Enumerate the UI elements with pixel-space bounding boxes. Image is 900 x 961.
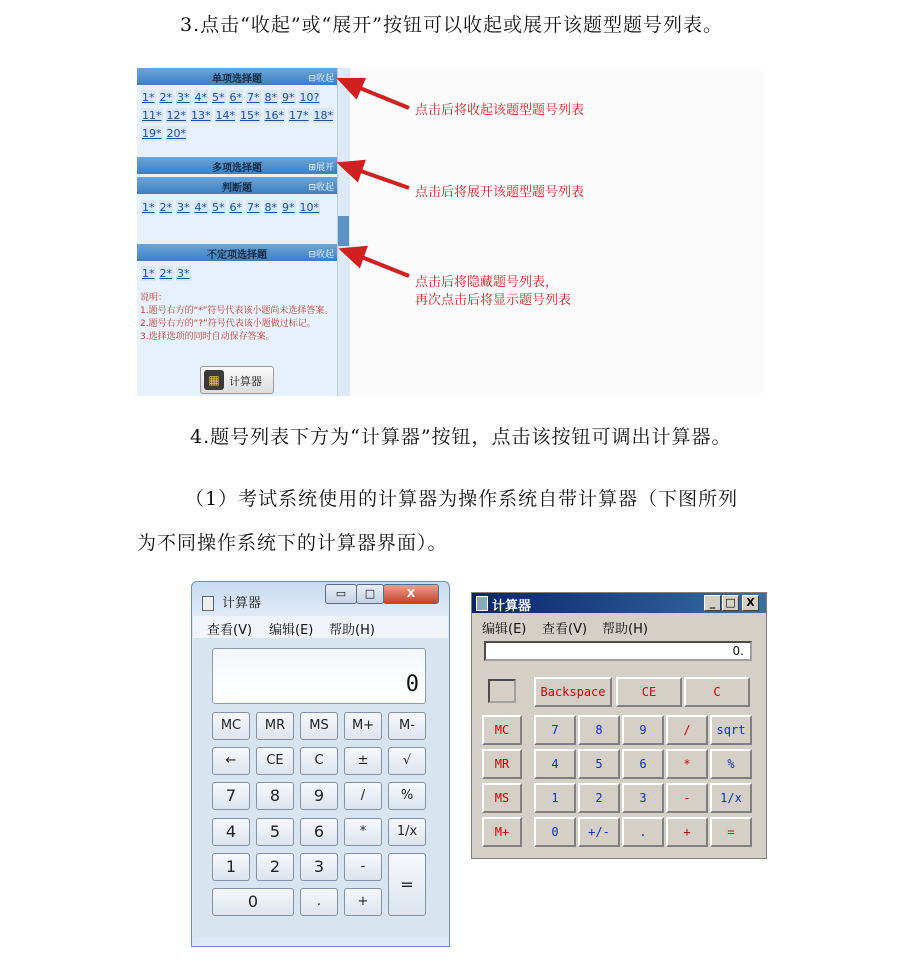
key-←[interactable]: ← xyxy=(212,747,250,775)
key--[interactable]: - xyxy=(666,783,708,813)
window-title-text: 计算器 xyxy=(222,596,262,611)
key-3[interactable]: 3 xyxy=(622,783,664,813)
key-√[interactable]: √ xyxy=(388,747,426,775)
section-title: 多项选择题 xyxy=(212,163,262,174)
expand-toggle[interactable]: ⊞展开 xyxy=(308,163,334,173)
key-7[interactable]: 7 xyxy=(212,782,250,810)
question-number-link[interactable]: 1* xyxy=(142,91,155,104)
key-C[interactable]: C xyxy=(684,677,750,707)
question-number-link[interactable]: 3* xyxy=(177,267,190,280)
key-+[interactable]: + xyxy=(666,817,708,847)
menu-view[interactable]: 查看(V) xyxy=(207,623,253,638)
annotation-hide-line2: 再次点击后将显示题号列表 xyxy=(415,293,572,308)
calculator-app-icon xyxy=(476,596,488,611)
menu-edit[interactable]: 编辑(E) xyxy=(482,622,527,637)
key-M-[interactable]: M- xyxy=(388,712,426,740)
minimize-button[interactable]: _ xyxy=(704,595,721,611)
collapse-toggle[interactable]: ⊟收起 xyxy=(308,250,334,260)
maximize-button[interactable]: □ xyxy=(356,584,384,604)
calculator-app-icon xyxy=(202,596,214,611)
question-number-link[interactable]: 4* xyxy=(194,201,207,214)
paragraph-step-3: 3.点击“收起”或“展开”按钮可以收起或展开该题型题号列表。 xyxy=(180,14,723,36)
key-+/-[interactable]: +/- xyxy=(578,817,620,847)
key-6[interactable]: 6 xyxy=(622,749,664,779)
key-1[interactable]: 1 xyxy=(212,853,250,881)
key-9[interactable]: 9 xyxy=(622,715,664,745)
key-%[interactable]: % xyxy=(710,749,752,779)
note-line: 说明： xyxy=(140,293,168,303)
display xyxy=(212,648,426,704)
key-5[interactable]: 5 xyxy=(256,818,294,846)
calculator-button-label: 计算器 xyxy=(229,375,262,388)
memory-indicator xyxy=(488,679,516,703)
key-MS[interactable]: MS xyxy=(300,712,338,740)
paragraph-step-4: 4.题号列表下方为“计算器”按钮，点击该按钮可调出计算器。 xyxy=(190,426,732,448)
note-line: 1.题号右方的“*”符号代表该小题尚未选择答案。 xyxy=(140,306,334,316)
menu-help[interactable]: 帮助(H) xyxy=(602,622,648,637)
menu-bar xyxy=(193,616,448,638)
key-MC[interactable]: MC xyxy=(212,712,250,740)
question-number-link[interactable]: 13* xyxy=(191,109,211,122)
question-number-link[interactable]: 6* xyxy=(229,91,242,104)
key-sqrt[interactable]: sqrt xyxy=(710,715,752,745)
key-8[interactable]: 8 xyxy=(256,782,294,810)
display-value: 0 xyxy=(405,672,419,697)
key-1/x[interactable]: 1/x xyxy=(388,818,426,846)
display-value: 0. xyxy=(732,644,744,658)
win7-calculator-window xyxy=(191,581,450,947)
key-MS[interactable]: MS xyxy=(482,783,522,813)
key-M+[interactable]: M+ xyxy=(344,712,382,740)
close-button[interactable]: X xyxy=(742,595,759,611)
key-2[interactable]: 2 xyxy=(256,853,294,881)
key-M+[interactable]: M+ xyxy=(482,817,522,847)
question-number-link[interactable]: 1* xyxy=(142,201,155,214)
key-/[interactable]: / xyxy=(666,715,708,745)
arrow-collapse xyxy=(355,86,409,108)
arrow-hide xyxy=(359,256,409,276)
paragraph-step-4-1-line2: 为不同操作系统下的计算器界面）。 xyxy=(137,532,448,554)
exam-question-panel-screenshot xyxy=(137,68,765,396)
key-0[interactable]: 0 xyxy=(534,817,576,847)
menu-help[interactable]: 帮助(H) xyxy=(329,623,375,638)
key-.[interactable]: . xyxy=(300,888,338,916)
question-number-link[interactable]: 10* xyxy=(299,201,319,214)
paragraph-step-4-1-line1: （1）考试系统使用的计算器为操作系统自带计算器（下图所列 xyxy=(185,488,739,510)
section-title: 不定项选择题 xyxy=(207,250,267,261)
key-±[interactable]: ± xyxy=(344,747,382,775)
question-number-link[interactable]: 9* xyxy=(282,91,295,104)
note-line: 2.题号右方的“?”符号代表该小题做过标记。 xyxy=(140,319,316,329)
question-number-link[interactable]: 11* xyxy=(142,109,162,122)
question-number-link[interactable]: 2* xyxy=(159,91,172,104)
minimize-button[interactable]: ▭ xyxy=(325,584,357,604)
key-5[interactable]: 5 xyxy=(578,749,620,779)
question-number-link[interactable]: 14* xyxy=(215,109,235,122)
collapse-toggle[interactable]: ⊟收起 xyxy=(308,74,334,84)
question-number-link[interactable]: 9* xyxy=(282,201,295,214)
key-MR[interactable]: MR xyxy=(256,712,294,740)
key-Backspace[interactable]: Backspace xyxy=(534,677,612,707)
note-line: 3.选择选项的同时自动保存答案。 xyxy=(140,332,275,342)
key-7[interactable]: 7 xyxy=(534,715,576,745)
key-+[interactable]: + xyxy=(344,888,382,916)
key-9[interactable]: 9 xyxy=(300,782,338,810)
arrow-head xyxy=(343,248,365,265)
key-MR[interactable]: MR xyxy=(482,749,522,779)
key-MC[interactable]: MC xyxy=(482,715,522,745)
arrow-head xyxy=(341,80,363,96)
key-%[interactable]: % xyxy=(388,782,426,810)
key-2[interactable]: 2 xyxy=(578,783,620,813)
key-0[interactable]: 0 xyxy=(212,888,294,916)
key-3[interactable]: 3 xyxy=(300,853,338,881)
key-CE[interactable]: CE xyxy=(256,747,294,775)
question-number-link[interactable]: 2* xyxy=(159,201,172,214)
key-C[interactable]: C xyxy=(300,747,338,775)
question-number-link[interactable]: 17* xyxy=(289,109,309,122)
key-1[interactable]: 1 xyxy=(534,783,576,813)
question-number-link[interactable]: 2* xyxy=(159,267,172,280)
maximize-button[interactable]: □ xyxy=(722,595,739,611)
question-number-link[interactable]: 8* xyxy=(264,91,277,104)
annotation-collapse: 点击后将收起该题型题号列表 xyxy=(415,103,585,118)
question-number-link[interactable]: 16* xyxy=(264,109,284,122)
key-4[interactable]: 4 xyxy=(212,818,250,846)
question-number-link[interactable]: 20* xyxy=(166,127,186,140)
annotation-hide-line1: 点击后将隐藏题号列表， xyxy=(415,275,559,290)
menu-view[interactable]: 查看(V) xyxy=(542,622,588,637)
calculator-icon: ▦ xyxy=(204,370,224,390)
key-=[interactable]: = xyxy=(388,853,426,916)
question-number-link[interactable]: 10? xyxy=(299,91,320,104)
key-/[interactable]: / xyxy=(344,782,382,810)
window-title-text: 计算器 xyxy=(492,599,532,614)
key-1/x[interactable]: 1/x xyxy=(710,783,752,813)
question-number-link[interactable]: 3* xyxy=(177,91,190,104)
title-bar xyxy=(472,593,766,613)
key-4[interactable]: 4 xyxy=(534,749,576,779)
question-number-link[interactable]: 1* xyxy=(142,267,155,280)
question-number-link[interactable]: 6* xyxy=(229,201,242,214)
question-number-link[interactable]: 12* xyxy=(166,109,186,122)
question-number-link[interactable]: 18* xyxy=(313,109,333,122)
question-number-link[interactable]: 4* xyxy=(194,91,207,104)
key-=[interactable]: = xyxy=(710,817,752,847)
question-number-link[interactable]: 7* xyxy=(247,91,260,104)
key-6[interactable]: 6 xyxy=(300,818,338,846)
question-number-link[interactable]: 19* xyxy=(142,127,162,140)
collapse-toggle[interactable]: ⊟收起 xyxy=(308,183,334,193)
question-number-link[interactable]: 5* xyxy=(212,91,225,104)
annotation-expand: 点击后将展开该题型题号列表 xyxy=(415,185,585,200)
key-*[interactable]: * xyxy=(666,749,708,779)
key-CE[interactable]: CE xyxy=(616,677,682,707)
question-number-link[interactable]: 3* xyxy=(177,201,190,214)
display xyxy=(484,641,752,661)
close-button[interactable]: X xyxy=(383,584,439,604)
question-number-link[interactable]: 5* xyxy=(212,201,225,214)
arrow-head xyxy=(341,162,363,179)
question-number-link[interactable]: 8* xyxy=(264,201,277,214)
section-title: 判断题 xyxy=(222,183,252,194)
section-title: 单项选择题 xyxy=(212,74,262,85)
key-8[interactable]: 8 xyxy=(578,715,620,745)
key-.[interactable]: . xyxy=(622,817,664,847)
menu-edit[interactable]: 编辑(E) xyxy=(269,623,314,638)
arrow-expand xyxy=(355,169,409,188)
window-title xyxy=(202,592,261,611)
key-*[interactable]: * xyxy=(344,818,382,846)
question-number-link[interactable]: 7* xyxy=(247,201,260,214)
key--[interactable]: - xyxy=(344,853,382,881)
question-number-link[interactable]: 15* xyxy=(240,109,260,122)
xp-calculator-window xyxy=(471,592,767,859)
